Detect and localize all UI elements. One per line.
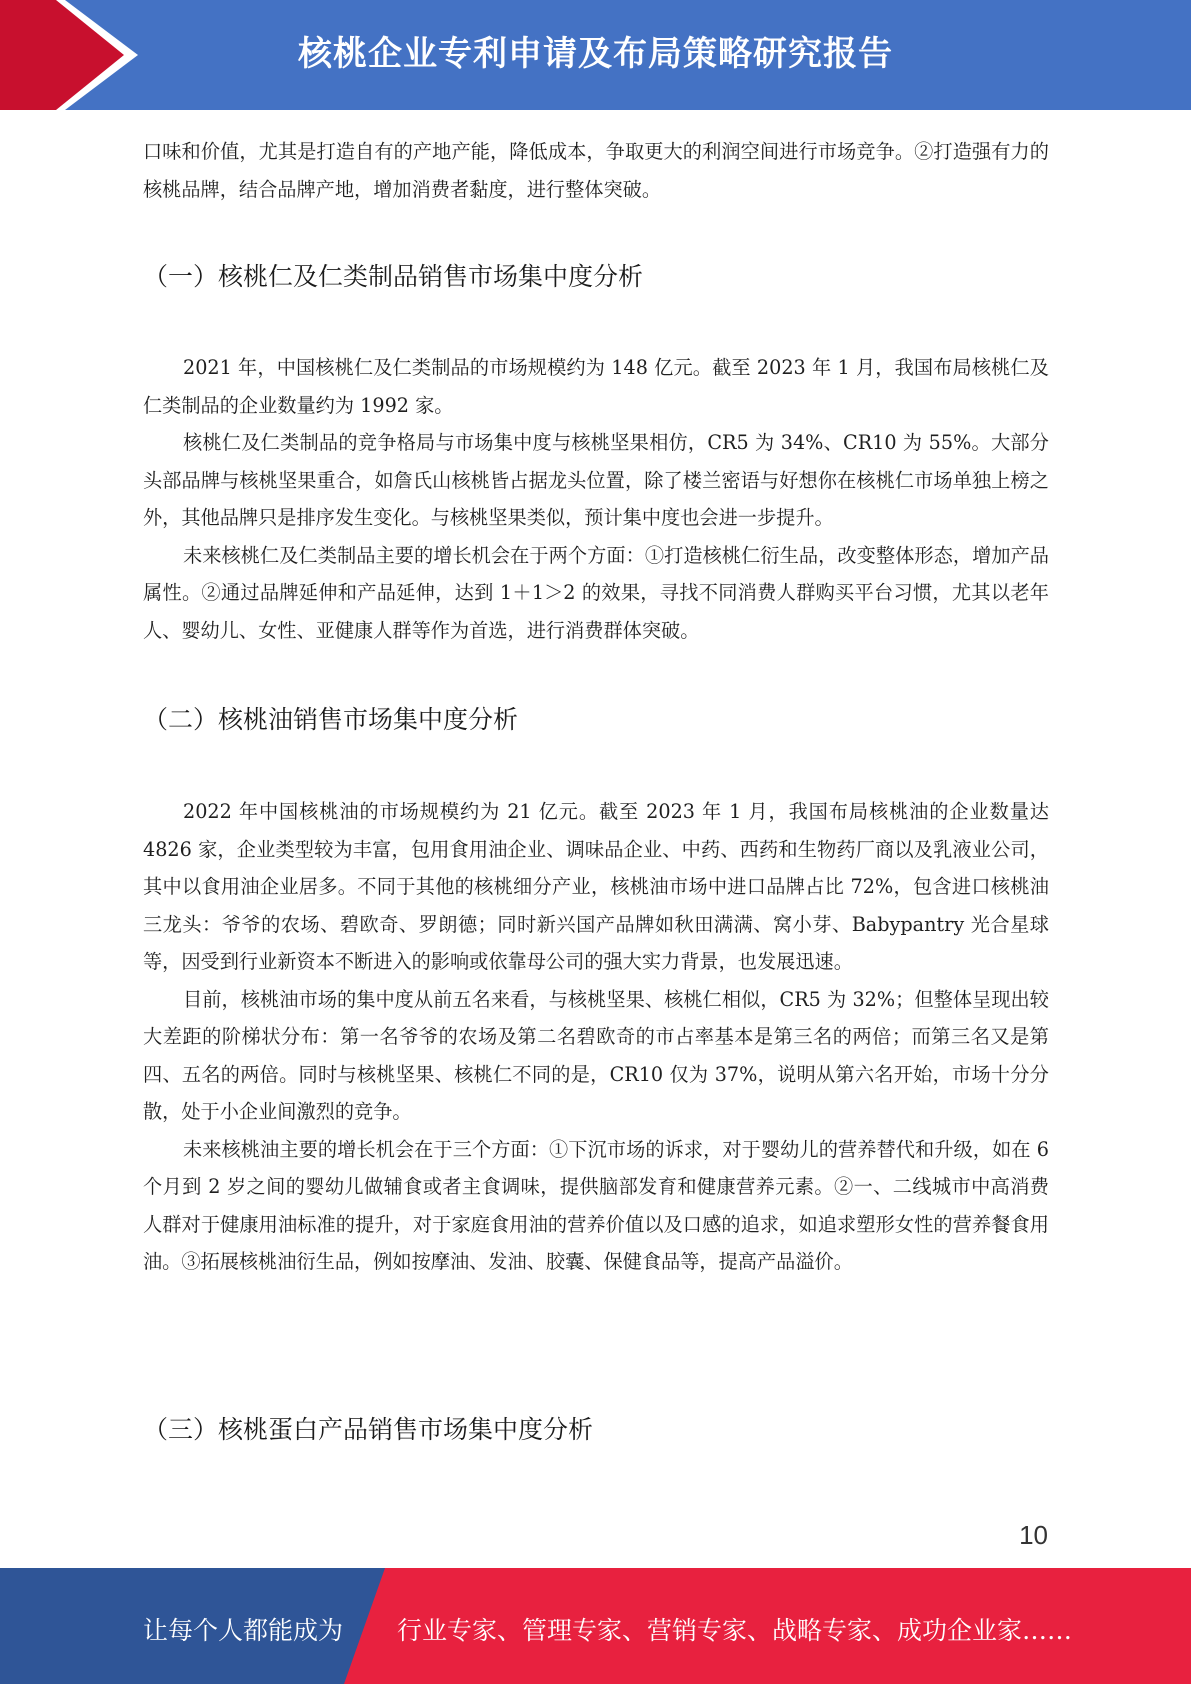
section-1-paragraph: 2021 年，中国核桃仁及仁类制品的市场规模约为 148 亿元。截至 2023 年 1 月，我国布局核桃仁及仁类制品的企业数量约为 1992 家。: [143, 356, 1049, 417]
section-1-paragraph: 未来核桃仁及仁类制品主要的增长机会在于两个方面：①打造核桃仁衍生品，改变整体形态，增加产品属性。②通过品牌延伸和产品延伸，达到 1＋1＞2 的效果，寻找不同消费人群购买平台习惯，尤其以老年人、婴幼儿、女性、亚健康人群等作为首选，进行消费群体突破。: [143, 543, 1049, 642]
section-1-body: [143, 349, 1049, 649]
footer-slogan-left: 让每个人都能成为: [143, 1616, 344, 1645]
section-heading-1: （一）核桃仁及仁类制品销售市场集中度分析: [143, 262, 644, 291]
intro-block: [143, 133, 1049, 208]
section-2-paragraph: 未来核桃油主要的增长机会在于三个方面：①下沉市场的诉求，对于婴幼儿的营养替代和升级，如在 6 个月到 2 岁之间的婴幼儿做辅食或者主食调味，提供脑部发育和健康营养元素。②一、二线城市中高消费人群对于健康用油标准的提升，对于家庭食用油的营养价值以及口感的追求，如追求塑形女性的营养餐食用油。③拓展核桃油衍生品，例如按摩油、发油、胶囊、保健食品等，提高产品溢价。: [143, 1137, 1049, 1273]
section-1-paragraph: 核桃仁及仁类制品的竞争格局与市场集中度与核桃坚果相仿，CR5 为 34%、CR10 为 55%。大部分头部品牌与核桃坚果重合，如詹氏山核桃皆占据龙头位置，除了楼兰密语与好想你在核桃仁市场单独上榜之外，其他品牌只是排序发生变化。与核桃坚果类似，预计集中度也会进一步提升。: [143, 431, 1049, 529]
section-heading-2: （二）核桃油销售市场集中度分析: [143, 705, 519, 734]
header-banner: [0, 0, 1191, 110]
section-2-paragraph: 2022 年中国核桃油的市场规模约为 21 亿元。截至 2023 年 1 月，我国布局核桃油的企业数量达 4826 家，企业类型较为丰富，包用食用油企业、调味品企业、中药、西药和生物药厂商以及乳液业公司，其中以食用油企业居多。不同于其他的核桃细分产业，核桃油市场中进口品牌占比 72%，包含进口核桃油三龙头：爷爷的农场、碧欧奇、罗朗德；同时新兴国产品牌如秋田满满、窝小芽、Babypantry 光合星球等，因受到行业新资本不断进入的影响或依靠母公司的强大实力背景，也发展迅速。: [143, 800, 1049, 973]
section-2-paragraph: 目前，核桃油市场的集中度从前五名来看，与核桃坚果、核桃仁相似，CR5 为 32%；但整体呈现出较大差距的阶梯状分布：第一名爷爷的农场及第二名碧欧奇的市占率基本是第三名的两倍；而第三名又是第四、五名的两倍。同时与核桃坚果、核桃仁不同的是，CR10 仅为 37%，说明从第六名开始，市场十分分散，处于小企业间激烈的竞争。: [143, 987, 1049, 1123]
footer-slogan-right: 行业专家、管理专家、营销专家、战略专家、成功企业家……: [397, 1616, 1073, 1645]
intro-paragraph: 口味和价值，尤其是打造自有的产地产能，降低成本，争取更大的利润空间进行市场竞争。②打造强有力的核桃品牌，结合品牌产地，增加消费者黏度，进行整体突破。: [143, 140, 1049, 201]
footer-banner: [0, 1568, 1191, 1684]
page-number: 10: [1019, 1520, 1048, 1550]
report-title: 核桃企业专利申请及布局策略研究报告: [298, 34, 893, 74]
section-2-body: [143, 793, 1049, 1281]
section-heading-3: （三）核桃蛋白产品销售市场集中度分析: [143, 1415, 594, 1444]
